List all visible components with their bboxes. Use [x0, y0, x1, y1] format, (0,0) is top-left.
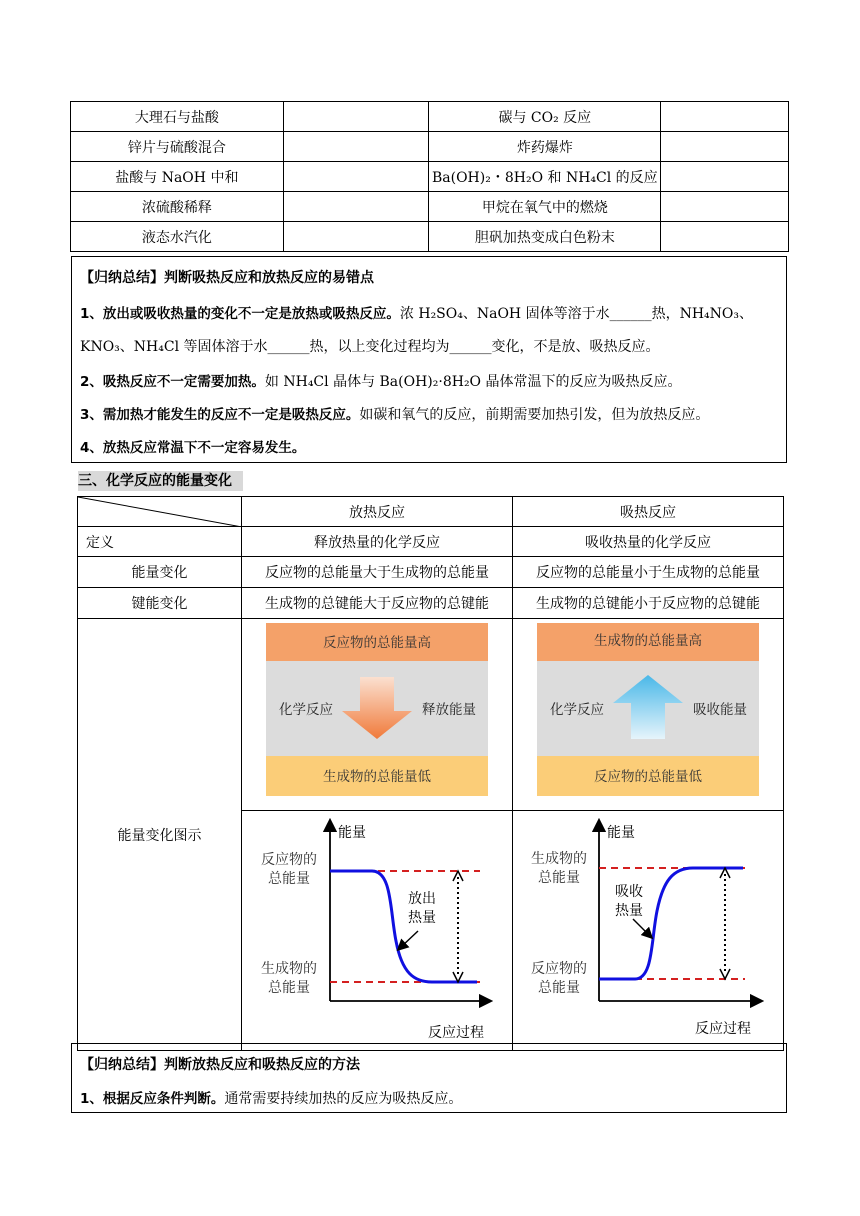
lower-label-line1: 生成物的 — [261, 961, 317, 977]
section-heading: 三、化学反应的能量变化 — [78, 471, 243, 491]
point-heading: 2、吸热反应不一定需要加热。 — [80, 374, 265, 390]
answer-cell — [283, 192, 429, 222]
cell-endo: 生成物的总键能小于反应物的总键能 — [513, 588, 784, 619]
table-row — [78, 557, 784, 588]
answer-cell — [661, 222, 789, 252]
reaction-classification-table — [70, 101, 789, 252]
block-bottom-text: 生成物的总能量低 — [323, 769, 431, 785]
exo-block-diagram-cell — [242, 619, 513, 811]
table-cell: 炸药爆炸 — [429, 132, 661, 162]
y-axis-label: 能量 — [607, 825, 635, 841]
block-left-text: 化学反应 — [279, 702, 333, 718]
upper-label-line1: 生成物的 — [531, 851, 587, 867]
cell-exo: 释放热量的化学反应 — [242, 527, 513, 557]
summary-box-errors — [71, 256, 787, 463]
summary-point-1-cont: KNO₃、NH₄Cl 等固体溶于水______热，以上变化过程均为______变化，不是放、吸热反应。 — [80, 339, 660, 355]
answer-cell — [283, 222, 429, 252]
endo-block-diagram-cell — [513, 619, 784, 811]
block-top-text: 反应物的总能量高 — [323, 635, 431, 651]
cell-exo: 生成物的总键能大于反应物的总键能 — [242, 588, 513, 619]
point-text: 如 NH₄Cl 晶体与 Ba(OH)₂·8H₂O 晶体常温下的反应为吸热反应。 — [264, 374, 682, 390]
answer-cell — [661, 162, 789, 192]
note-line1: 吸收 — [615, 884, 643, 900]
table-row — [78, 527, 784, 557]
table-row — [71, 132, 789, 162]
x-axis-label: 反应过程 — [428, 1025, 484, 1041]
summary-box-methods — [71, 1043, 787, 1113]
table-row — [78, 588, 784, 619]
table-row — [71, 102, 789, 132]
header-exo: 放热反应 — [242, 497, 513, 527]
energy-curve — [330, 871, 477, 982]
block-right-text: 释放能量 — [422, 702, 476, 718]
energy-change-table — [77, 496, 784, 1051]
lower-label-line2: 总能量 — [538, 980, 580, 996]
answer-cell — [661, 192, 789, 222]
endo-energy-graph — [513, 811, 784, 1046]
table-cell: 锌片与硫酸混合 — [71, 132, 284, 162]
block-right-text: 吸收能量 — [693, 702, 747, 718]
endo-graph-cell — [513, 811, 784, 1051]
cell-endo: 吸收热量的化学反应 — [513, 527, 784, 557]
table-cell: 液态水汽化 — [71, 222, 284, 252]
row-label: 键能变化 — [78, 588, 242, 619]
endo-block-diagram — [513, 619, 784, 806]
pointer-arrow — [633, 919, 649, 935]
table-row — [71, 222, 789, 252]
block-top-text: 生成物的总能量高 — [594, 633, 702, 649]
note-line2: 热量 — [615, 903, 643, 919]
table-cell: 浓硫酸稀释 — [71, 192, 284, 222]
upper-label-line2: 总能量 — [268, 871, 310, 887]
block-bottom-text: 反应物的总能量低 — [594, 769, 702, 785]
point-heading: 4、放热反应常温下不一定容易发生。 — [80, 440, 306, 456]
cell-exo: 反应物的总能量大于生成物的总能量 — [242, 557, 513, 588]
table-cell: 碳与 CO₂ 反应 — [429, 102, 661, 132]
lower-label-line2: 总能量 — [268, 980, 310, 996]
point-heading: 1、放出或吸收热量的变化不一定是放热或吸热反应。 — [80, 306, 400, 322]
summary-title: 【归纳总结】判断吸热反应和放热反应的易错点 — [80, 270, 374, 286]
answer-cell — [661, 102, 789, 132]
arrowhead-up-icon — [453, 871, 463, 881]
x-axis-label: 反应过程 — [695, 1021, 751, 1037]
diagonal-header-cell — [78, 497, 242, 527]
exo-graph-cell — [242, 811, 513, 1051]
table-header-row — [78, 497, 784, 527]
y-axis-label: 能量 — [338, 825, 366, 841]
point-text: 如碳和氧气的反应，前期需要加热引发，但为放热反应。 — [359, 407, 710, 423]
table-cell: 胆矾加热变成白色粉末 — [429, 222, 661, 252]
table-cell: 大理石与盐酸 — [71, 102, 284, 132]
note-line1: 放出 — [408, 891, 436, 907]
answer-cell — [283, 102, 429, 132]
answer-cell — [283, 162, 429, 192]
answer-cell — [661, 132, 789, 162]
row-label: 定义 — [78, 527, 242, 557]
summary-point-2 — [80, 370, 681, 391]
pointer-arrow — [401, 931, 418, 947]
cell-endo: 反应物的总能量小于生成物的总能量 — [513, 557, 784, 588]
table-row — [71, 162, 789, 192]
upper-label-line2: 总能量 — [538, 870, 580, 886]
header-endo: 吸热反应 — [513, 497, 784, 527]
point-heading: 3、需加热才能发生的反应不一定是吸热反应。 — [80, 407, 360, 423]
point-heading: 1、根据反应条件判断。 — [80, 1091, 225, 1107]
upper-label-line1: 反应物的 — [261, 852, 317, 868]
table-cell: Ba(OH)₂・8H₂O 和 NH₄Cl 的反应 — [429, 162, 661, 192]
diagonal-line — [78, 497, 242, 527]
block-left-text: 化学反应 — [550, 702, 604, 718]
row-label: 能量变化 — [78, 557, 242, 588]
summary-title: 【归纳总结】判断放热反应和吸热反应的方法 — [80, 1057, 360, 1073]
table-row — [78, 619, 784, 811]
table-cell: 盐酸与 NaOH 中和 — [71, 162, 284, 192]
summary-point-3 — [80, 403, 709, 424]
summary-point-4 — [80, 436, 305, 456]
exo-energy-graph — [242, 811, 513, 1046]
row-label: 能量变化图示 — [78, 619, 242, 1051]
point-text: 通常需要持续加热的反应为吸热反应。 — [224, 1091, 463, 1107]
answer-cell — [283, 132, 429, 162]
note-line2: 热量 — [408, 910, 436, 926]
table-cell: 甲烷在氧气中的燃烧 — [429, 192, 661, 222]
lower-label-line1: 反应物的 — [531, 961, 587, 977]
point-text: 浓 H₂SO₄、NaOH 固体等溶于水______热，NH₄NO₃、 — [399, 306, 754, 322]
summary-point-1 — [80, 302, 753, 323]
summary-point-1 — [80, 1087, 462, 1108]
table-row — [71, 192, 789, 222]
exo-block-diagram — [242, 619, 513, 806]
